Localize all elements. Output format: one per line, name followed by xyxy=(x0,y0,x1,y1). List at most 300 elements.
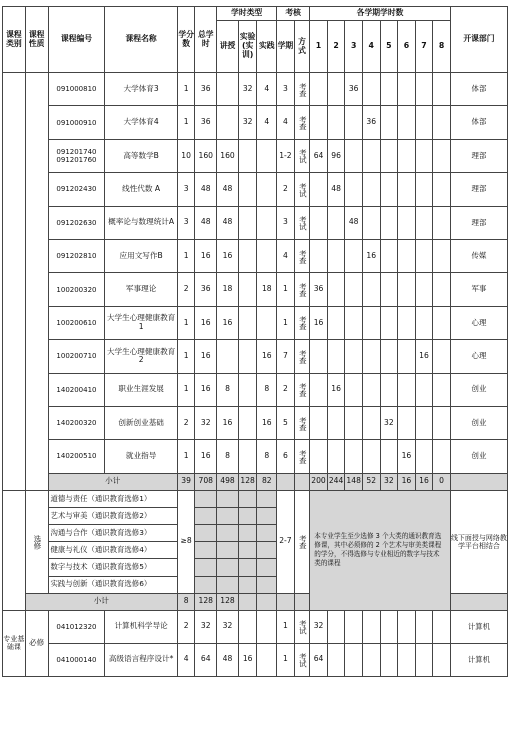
header-sem-3: 3 xyxy=(345,21,363,73)
course-lecture-hours: 8 xyxy=(217,440,239,473)
course-sem-hours xyxy=(362,340,380,373)
course-name: 应用文写作B xyxy=(105,239,177,272)
course-sem-hours: 36 xyxy=(345,73,363,106)
course-sem-hours: 64 xyxy=(310,139,328,172)
course-name: 高级语言程序设计* xyxy=(105,643,177,676)
subtotal-credits: 39 xyxy=(177,473,195,490)
course-lecture-hours xyxy=(217,340,239,373)
course-exam-term: 7 xyxy=(277,340,295,373)
course-sem-hours xyxy=(398,340,416,373)
table-row xyxy=(3,273,508,306)
course-experiment-hours: 16 xyxy=(238,643,257,676)
course-sem-hours xyxy=(345,139,363,172)
course-credits: 4 xyxy=(177,643,195,676)
subtotal-label: 小计 xyxy=(48,473,177,490)
course-lecture-hours xyxy=(217,73,239,106)
course-lecture-hours: 32 xyxy=(217,610,239,643)
course-sem-hours xyxy=(433,73,451,106)
course-exam-term: 3 xyxy=(277,73,295,106)
header-semester-hours: 各学期学时数 xyxy=(310,7,451,21)
course-practice-hours: 8 xyxy=(257,373,277,406)
course-exam-method: 考查 xyxy=(294,406,310,439)
course-credits: 1 xyxy=(177,373,195,406)
course-name: 创新创业基础 xyxy=(105,406,177,439)
course-exam-term: 1 xyxy=(277,610,295,643)
course-sem-hours xyxy=(415,139,433,172)
course-sem-hours xyxy=(345,406,363,439)
course-lecture-hours: 8 xyxy=(217,373,239,406)
elective-course-name: 沟通与合作（通识教育选修3） xyxy=(48,525,177,542)
course-sem-hours xyxy=(398,610,416,643)
course-total-hours: 48 xyxy=(195,206,217,239)
header-category: 课程类别 xyxy=(3,7,26,73)
subtotal2-exp xyxy=(238,593,257,610)
course-sem-hours xyxy=(380,73,398,106)
elective-exp xyxy=(238,542,257,559)
subtotal2-label: 小计 xyxy=(25,593,177,610)
table-row xyxy=(3,306,508,339)
course-experiment-hours xyxy=(238,610,257,643)
course-sem-hours xyxy=(310,340,328,373)
course-exam-term: 2 xyxy=(277,373,295,406)
course-sem-hours xyxy=(327,273,345,306)
course-sem-hours: 48 xyxy=(327,173,345,206)
course-dept: 心理 xyxy=(450,306,507,339)
course-sem-hours xyxy=(415,173,433,206)
header-sem-4: 4 xyxy=(362,21,380,73)
course-sem-hours xyxy=(327,239,345,272)
course-sem-hours xyxy=(380,239,398,272)
course-lecture-hours: 16 xyxy=(217,406,239,439)
course-sem-hours: 32 xyxy=(380,406,398,439)
elective-exp xyxy=(238,490,257,507)
major-row xyxy=(3,643,508,676)
course-credits: 2 xyxy=(177,610,195,643)
course-name: 就业指导 xyxy=(105,440,177,473)
elective-course-name: 道德与责任（通识教育选修1） xyxy=(48,490,177,507)
course-sem-hours xyxy=(433,610,451,643)
course-sem-hours xyxy=(380,373,398,406)
elective-lecture xyxy=(217,525,239,542)
elective-course-name: 健康与礼仪（通识教育选修4） xyxy=(48,542,177,559)
header-hour-type: 学时类型 xyxy=(217,7,277,21)
course-name: 职业生涯发展 xyxy=(105,373,177,406)
course-sem-hours xyxy=(433,106,451,139)
course-sem-hours xyxy=(415,106,433,139)
subtotal-experiment: 128 xyxy=(238,473,257,490)
course-sem-hours xyxy=(327,206,345,239)
elective-total xyxy=(195,559,217,576)
table-row xyxy=(3,373,508,406)
header-practice: 实践 xyxy=(257,21,277,73)
course-practice-hours: 16 xyxy=(257,340,277,373)
course-sem-hours xyxy=(398,239,416,272)
course-experiment-hours xyxy=(238,373,257,406)
course-lecture-hours: 48 xyxy=(217,173,239,206)
elective-lecture xyxy=(217,542,239,559)
course-sem-hours xyxy=(310,239,328,272)
elective-prac xyxy=(257,576,277,593)
course-sem-hours xyxy=(398,206,416,239)
course-sem-hours xyxy=(415,373,433,406)
course-sem-hours xyxy=(415,643,433,676)
course-sem-hours xyxy=(433,440,451,473)
elective-prac xyxy=(257,507,277,524)
course-sem-hours xyxy=(380,440,398,473)
subtotal-sem-hours: 244 xyxy=(327,473,345,490)
elective-row xyxy=(3,490,508,507)
subtotal2-term xyxy=(277,593,295,610)
course-sem-hours xyxy=(433,239,451,272)
course-sem-hours: 48 xyxy=(345,206,363,239)
elective-prac xyxy=(257,490,277,507)
course-sem-hours: 16 xyxy=(362,239,380,272)
subtotal-sem-hours: 16 xyxy=(398,473,416,490)
course-name: 概率论与数理统计A xyxy=(105,206,177,239)
curriculum-table xyxy=(2,6,508,677)
course-dept: 计算机 xyxy=(450,643,507,676)
course-sem-hours xyxy=(345,306,363,339)
course-dept: 创业 xyxy=(450,373,507,406)
course-code: 140200410 xyxy=(48,373,105,406)
elective-term: 2-7 xyxy=(277,490,295,593)
course-credits: 1 xyxy=(177,106,195,139)
course-sem-hours xyxy=(415,406,433,439)
course-practice-hours xyxy=(257,643,277,676)
subtotal-sem-hours: 0 xyxy=(433,473,451,490)
course-sem-hours xyxy=(433,340,451,373)
course-sem-hours xyxy=(327,106,345,139)
elective-lecture xyxy=(217,576,239,593)
course-practice-hours xyxy=(257,239,277,272)
course-experiment-hours xyxy=(238,239,257,272)
course-sem-hours xyxy=(327,610,345,643)
header-lecture: 讲授 xyxy=(217,21,239,73)
course-dept: 计算机 xyxy=(450,610,507,643)
course-dept: 体部 xyxy=(450,106,507,139)
course-sem-hours xyxy=(362,73,380,106)
course-exam-method: 考试 xyxy=(294,139,310,172)
course-dept: 创业 xyxy=(450,406,507,439)
course-exam-method: 考查 xyxy=(294,340,310,373)
course-lecture-hours xyxy=(217,106,239,139)
course-sem-hours xyxy=(345,610,363,643)
course-sem-hours xyxy=(415,206,433,239)
course-sem-hours xyxy=(415,440,433,473)
course-sem-hours xyxy=(362,173,380,206)
course-experiment-hours xyxy=(238,440,257,473)
course-sem-hours xyxy=(345,440,363,473)
header-row-1 xyxy=(3,7,508,21)
course-sem-hours xyxy=(398,306,416,339)
course-sem-hours xyxy=(310,73,328,106)
course-sem-hours xyxy=(310,106,328,139)
course-name: 大学生心理健康教育2 xyxy=(105,340,177,373)
course-total-hours: 36 xyxy=(195,106,217,139)
subtotal-practice: 82 xyxy=(257,473,277,490)
subtotal2-credits: 8 xyxy=(177,593,195,610)
course-sem-hours xyxy=(310,206,328,239)
course-code: 100200320 xyxy=(48,273,105,306)
course-dept: 体部 xyxy=(450,73,507,106)
course-practice-hours xyxy=(257,610,277,643)
course-sem-hours: 16 xyxy=(398,440,416,473)
course-sem-hours xyxy=(380,173,398,206)
elective-exp xyxy=(238,559,257,576)
course-total-hours: 16 xyxy=(195,340,217,373)
elective-total xyxy=(195,507,217,524)
course-dept: 理部 xyxy=(450,139,507,172)
course-dept: 创业 xyxy=(450,440,507,473)
course-sem-hours xyxy=(345,239,363,272)
subtotal2-lecture: 128 xyxy=(217,593,239,610)
course-sem-hours: 96 xyxy=(327,139,345,172)
table-row xyxy=(3,106,508,139)
course-sem-hours xyxy=(433,306,451,339)
category-cell-major: 专业基础课 xyxy=(3,610,26,676)
course-sem-hours xyxy=(398,643,416,676)
course-sem-hours xyxy=(345,373,363,406)
course-practice-hours xyxy=(257,139,277,172)
course-exam-method: 考查 xyxy=(294,273,310,306)
course-sem-hours xyxy=(327,340,345,373)
course-experiment-hours xyxy=(238,306,257,339)
elective-lecture xyxy=(217,507,239,524)
elective-exp xyxy=(238,576,257,593)
course-lecture-hours: 48 xyxy=(217,206,239,239)
header-exam: 考核 xyxy=(277,7,310,21)
elective-course-name: 艺术与审美（通识教育选修2） xyxy=(48,507,177,524)
course-sem-hours xyxy=(380,206,398,239)
course-name: 大学体育4 xyxy=(105,106,177,139)
course-code: 140200510 xyxy=(48,440,105,473)
course-sem-hours xyxy=(310,373,328,406)
course-lecture-hours: 18 xyxy=(217,273,239,306)
nature-cell-required xyxy=(25,73,48,491)
elective-nature: 选修 xyxy=(25,490,48,593)
course-exam-term: 4 xyxy=(277,239,295,272)
course-sem-hours xyxy=(415,306,433,339)
course-exam-term: 1 xyxy=(277,273,295,306)
course-sem-hours xyxy=(398,173,416,206)
header-total-hours: 总学时 xyxy=(195,7,217,73)
course-practice-hours: 16 xyxy=(257,406,277,439)
course-sem-hours xyxy=(362,139,380,172)
course-exam-method: 考试 xyxy=(294,206,310,239)
course-credits: 1 xyxy=(177,73,195,106)
course-practice-hours xyxy=(257,206,277,239)
course-sem-hours xyxy=(380,139,398,172)
course-sem-hours xyxy=(362,610,380,643)
category-cell-general xyxy=(3,73,26,491)
course-sem-hours xyxy=(433,173,451,206)
course-experiment-hours: 32 xyxy=(238,106,257,139)
course-sem-hours xyxy=(310,440,328,473)
course-experiment-hours: 32 xyxy=(238,73,257,106)
category-cell-elective xyxy=(3,490,26,610)
course-total-hours: 16 xyxy=(195,239,217,272)
course-sem-hours xyxy=(362,306,380,339)
subtotal-lecture: 498 xyxy=(217,473,239,490)
course-name: 线性代数 A xyxy=(105,173,177,206)
course-sem-hours xyxy=(433,406,451,439)
subtotal-method xyxy=(294,473,310,490)
header-name: 课程名称 xyxy=(105,7,177,73)
course-exam-term: 1-2 xyxy=(277,139,295,172)
course-exam-term: 2 xyxy=(277,173,295,206)
subtotal-sem-hours: 52 xyxy=(362,473,380,490)
course-sem-hours xyxy=(415,273,433,306)
course-sem-hours xyxy=(415,239,433,272)
course-exam-term: 1 xyxy=(277,306,295,339)
header-credits: 学分数 xyxy=(177,7,195,73)
course-experiment-hours xyxy=(238,139,257,172)
course-sem-hours xyxy=(362,206,380,239)
course-sem-hours xyxy=(345,643,363,676)
course-code: 091000810 xyxy=(48,73,105,106)
course-sem-hours xyxy=(380,106,398,139)
subtotal2-dept xyxy=(450,593,507,610)
course-sem-hours xyxy=(415,610,433,643)
course-dept: 军事 xyxy=(450,273,507,306)
elective-note: 本专业学生至少选修 3 个大类的通识教育选修课，其中必须修的 2 个艺术与审美类课程的学分，不得选修与专业相近的数字与技术类的课程 xyxy=(310,490,451,610)
elective-total xyxy=(195,525,217,542)
course-credits: 10 xyxy=(177,139,195,172)
course-credits: 1 xyxy=(177,340,195,373)
course-sem-hours xyxy=(433,273,451,306)
course-exam-method: 考查 xyxy=(294,106,310,139)
subtotal-total: 708 xyxy=(195,473,217,490)
table-row xyxy=(3,440,508,473)
course-sem-hours xyxy=(362,273,380,306)
course-code: 140200320 xyxy=(48,406,105,439)
elective-exp xyxy=(238,525,257,542)
subtotal-dept xyxy=(450,473,507,490)
table-row xyxy=(3,340,508,373)
course-sem-hours: 36 xyxy=(362,106,380,139)
elective-method: 考查 xyxy=(294,490,310,593)
course-exam-method: 考查 xyxy=(294,440,310,473)
course-sem-hours xyxy=(433,373,451,406)
course-exam-term: 5 xyxy=(277,406,295,439)
course-exam-term: 3 xyxy=(277,206,295,239)
course-sem-hours xyxy=(345,106,363,139)
subtotal2-prac xyxy=(257,593,277,610)
course-sem-hours: 16 xyxy=(415,340,433,373)
course-sem-hours xyxy=(398,406,416,439)
course-experiment-hours xyxy=(238,206,257,239)
table-row xyxy=(3,206,508,239)
elective-prac xyxy=(257,525,277,542)
course-sem-hours xyxy=(345,340,363,373)
elective-total xyxy=(195,542,217,559)
elective-course-name: 实践与创新（通识教育选修6） xyxy=(48,576,177,593)
course-sem-hours xyxy=(415,73,433,106)
header-sem-6: 6 xyxy=(398,21,416,73)
course-lecture-hours: 16 xyxy=(217,306,239,339)
course-sem-hours xyxy=(398,106,416,139)
course-exam-method: 考试 xyxy=(294,173,310,206)
course-credits: 1 xyxy=(177,306,195,339)
course-credits: 2 xyxy=(177,406,195,439)
course-sem-hours xyxy=(380,306,398,339)
course-dept: 理部 xyxy=(450,206,507,239)
course-sem-hours xyxy=(362,440,380,473)
course-experiment-hours xyxy=(238,406,257,439)
course-code: 100200610 xyxy=(48,306,105,339)
course-total-hours: 32 xyxy=(195,610,217,643)
course-total-hours: 48 xyxy=(195,173,217,206)
subtotal-sem-hours: 200 xyxy=(310,473,328,490)
course-sem-hours xyxy=(398,273,416,306)
course-exam-method: 考查 xyxy=(294,306,310,339)
course-exam-term: 1 xyxy=(277,643,295,676)
course-dept: 传媒 xyxy=(450,239,507,272)
course-credits: 3 xyxy=(177,173,195,206)
elective-course-name: 数字与技术（通识教育选修5） xyxy=(48,559,177,576)
course-name: 计算机科学导论 xyxy=(105,610,177,643)
course-credits: 1 xyxy=(177,239,195,272)
course-practice-hours: 4 xyxy=(257,73,277,106)
header-dept: 开课部门 xyxy=(450,7,507,73)
course-sem-hours: 64 xyxy=(310,643,328,676)
subtotal-sem-hours: 32 xyxy=(380,473,398,490)
course-exam-method: 考查 xyxy=(294,73,310,106)
nature-cell-major: 必修 xyxy=(25,610,48,676)
table-row xyxy=(3,139,508,172)
course-credits: 3 xyxy=(177,206,195,239)
table-row xyxy=(3,406,508,439)
course-sem-hours xyxy=(327,73,345,106)
course-code: 091201740 091201760 xyxy=(48,139,105,172)
header-code: 课程编号 xyxy=(48,7,105,73)
course-total-hours: 16 xyxy=(195,373,217,406)
course-code: 091202810 xyxy=(48,239,105,272)
subtotal-sem-hours: 16 xyxy=(415,473,433,490)
elective-prac xyxy=(257,559,277,576)
elective-dept: 线下面授与网络教学平台相结合 xyxy=(450,490,507,593)
course-exam-term: 4 xyxy=(277,106,295,139)
course-sem-hours xyxy=(433,139,451,172)
elective-total xyxy=(195,490,217,507)
course-sem-hours xyxy=(380,643,398,676)
course-sem-hours xyxy=(310,173,328,206)
course-credits: 1 xyxy=(177,440,195,473)
course-sem-hours: 16 xyxy=(310,306,328,339)
subtotal-row xyxy=(3,473,508,490)
course-total-hours: 36 xyxy=(195,273,217,306)
course-code: 091000910 xyxy=(48,106,105,139)
course-sem-hours xyxy=(398,73,416,106)
course-body xyxy=(3,73,508,677)
course-name: 军事理论 xyxy=(105,273,177,306)
course-sem-hours xyxy=(327,440,345,473)
course-sem-hours: 16 xyxy=(327,373,345,406)
course-sem-hours xyxy=(433,206,451,239)
course-sem-hours xyxy=(398,373,416,406)
elective-credits: ≥8 xyxy=(177,490,195,593)
course-code: 100200710 xyxy=(48,340,105,373)
header-nature: 课程性质 xyxy=(25,7,48,73)
header-sem-5: 5 xyxy=(380,21,398,73)
course-practice-hours: 8 xyxy=(257,440,277,473)
course-sem-hours xyxy=(380,610,398,643)
course-total-hours: 32 xyxy=(195,406,217,439)
course-sem-hours xyxy=(327,306,345,339)
major-row xyxy=(3,610,508,643)
course-code: 041012320 xyxy=(48,610,105,643)
course-sem-hours xyxy=(327,406,345,439)
